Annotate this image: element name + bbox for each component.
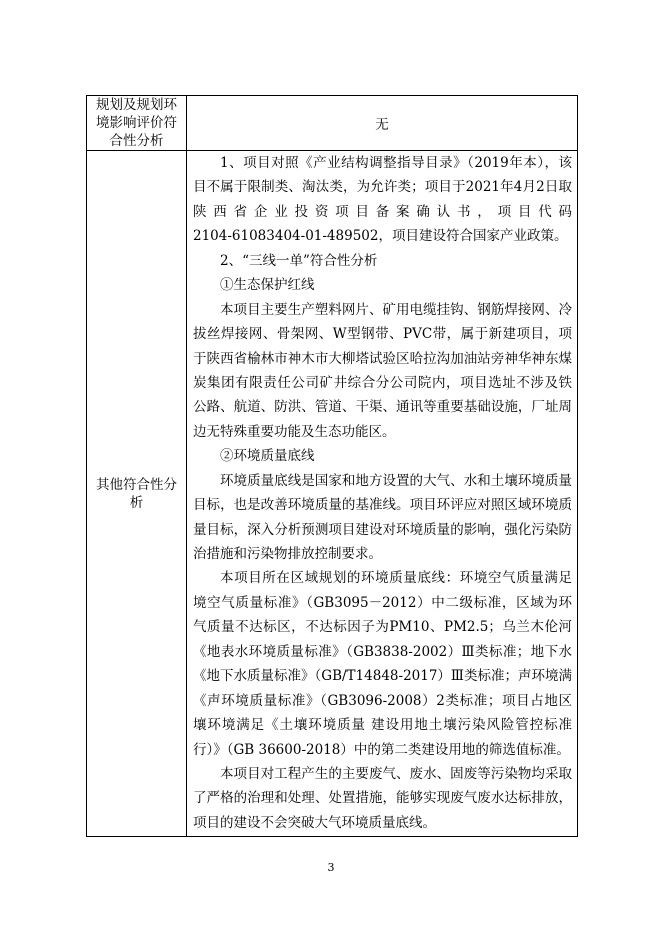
compliance-table <box>86 95 578 837</box>
paragraph-three-lines-heading <box>193 249 572 273</box>
text-line: 《地下水质量标准》（GB/T14848-2017）Ⅲ类标准；声环境满 <box>193 668 572 685</box>
text-line: 2、“三线一单”符合性分析 <box>220 252 378 269</box>
other-compliance-label <box>87 151 187 837</box>
paragraph-ecological-redline <box>193 298 572 445</box>
label-line: 其他符合性分 <box>96 476 177 493</box>
text-line: 于陕西省榆林市神木市大柳塔试验区哈拉沟加油站旁神华神东煤 <box>193 350 572 367</box>
planning-compliance-label <box>87 96 187 151</box>
text-line: 公路、航道、防洪、管道、干渠、通讯等重要基础设施，厂址周 <box>193 399 572 416</box>
text-line: 行）》（GB 36600-2018）中的第二类建设用地的筛选值标准。 <box>193 741 570 758</box>
text-line: 2104-61083404-01-489502，项目建设符合国家产业政策。 <box>193 228 568 245</box>
paragraph-environmental-quality-heading <box>193 444 572 468</box>
paragraph-environmental-quality-definition <box>193 469 572 567</box>
text-line: 壤环境满足《土壤环境质量 建设用地土壤污染风险管控标准 <box>193 717 572 734</box>
label-line: 境影响评价符 <box>96 115 177 131</box>
paragraph-regional-quality-standards <box>193 566 572 762</box>
text-line: 境空气质量标准》（GB3095－2012）中二级标准，区域为环 <box>193 594 572 611</box>
text-line: 项目的建设不会突破大气环境质量底线。 <box>193 814 436 831</box>
label-line: 规划及规划环 <box>96 97 177 113</box>
text-line: 1、项目对照《产业结构调整指导目录》（2019年本），该 <box>220 155 572 171</box>
other-compliance-content <box>187 151 578 837</box>
label-line: 析 <box>129 494 144 511</box>
text-line: 《声环境质量标准》（GB3096-2008）2类标准；项目占地区 <box>193 692 572 709</box>
text-line: 目不属于限制类、淘汰类，为允许类；项目于2021年4月2日取 <box>193 179 572 196</box>
table-row-other-compliance <box>87 151 578 837</box>
paragraph-industrial-policy <box>193 151 572 249</box>
text-line: 本项目对工程产生的主要废气、废水、固废等污染物均采取 <box>220 765 572 782</box>
text-line: 炭集团有限责任公司矿井综合分公司院内，项目选址不涉及铁 <box>193 374 572 391</box>
planning-compliance-value: 无 <box>187 96 578 151</box>
text-line: 气质量不达标区，不达标因子为PM10、PM2.5；乌兰木伦河 <box>193 619 572 636</box>
text-line: 本项目所在区域规划的环境质量底线：环境空气质量满足 <box>220 570 572 587</box>
text-line: ①生态保护红线 <box>220 277 315 294</box>
text-line: 边无特殊重要功能及生态功能区。 <box>193 423 396 440</box>
page-number: 3 <box>327 861 335 874</box>
text-line: 《地表水环境质量标准》（GB3838-2002）Ⅲ类标准；地下水 <box>193 643 572 660</box>
text-line: 陕西省企业投资项目备案确认书，项目代码 <box>193 203 572 220</box>
text-line: ②环境质量底线 <box>220 448 315 465</box>
table-row-planning-compliance <box>87 96 578 151</box>
paragraph-ecological-redline-heading <box>193 273 572 297</box>
text-line: 本项目主要生产塑料网片、矿用电缆挂钩、钢筋焊接网、冷 <box>220 301 572 318</box>
text-line: 量目标，深入分析预测项目建设对环境质量的影响，强化污染防 <box>193 521 572 538</box>
text-line: 了严格的治理和处理、处置措施，能够实现废气废水达标排放， <box>193 790 572 807</box>
paragraph-pollution-control <box>193 762 572 835</box>
text-line: 目标，也是改善环境质量的基准线。项目环评应对照区域环境质 <box>193 497 572 514</box>
text-line: 拔丝焊接网、骨架网、W型钢带、PVC带，属于新建项目，项 <box>193 326 572 343</box>
text-line: 环境质量底线是国家和地方设置的大气、水和土壤环境质量 <box>220 472 572 489</box>
label-line: 合性分析 <box>109 133 164 149</box>
text-line: 治措施和污染物排放控制要求。 <box>193 546 382 562</box>
